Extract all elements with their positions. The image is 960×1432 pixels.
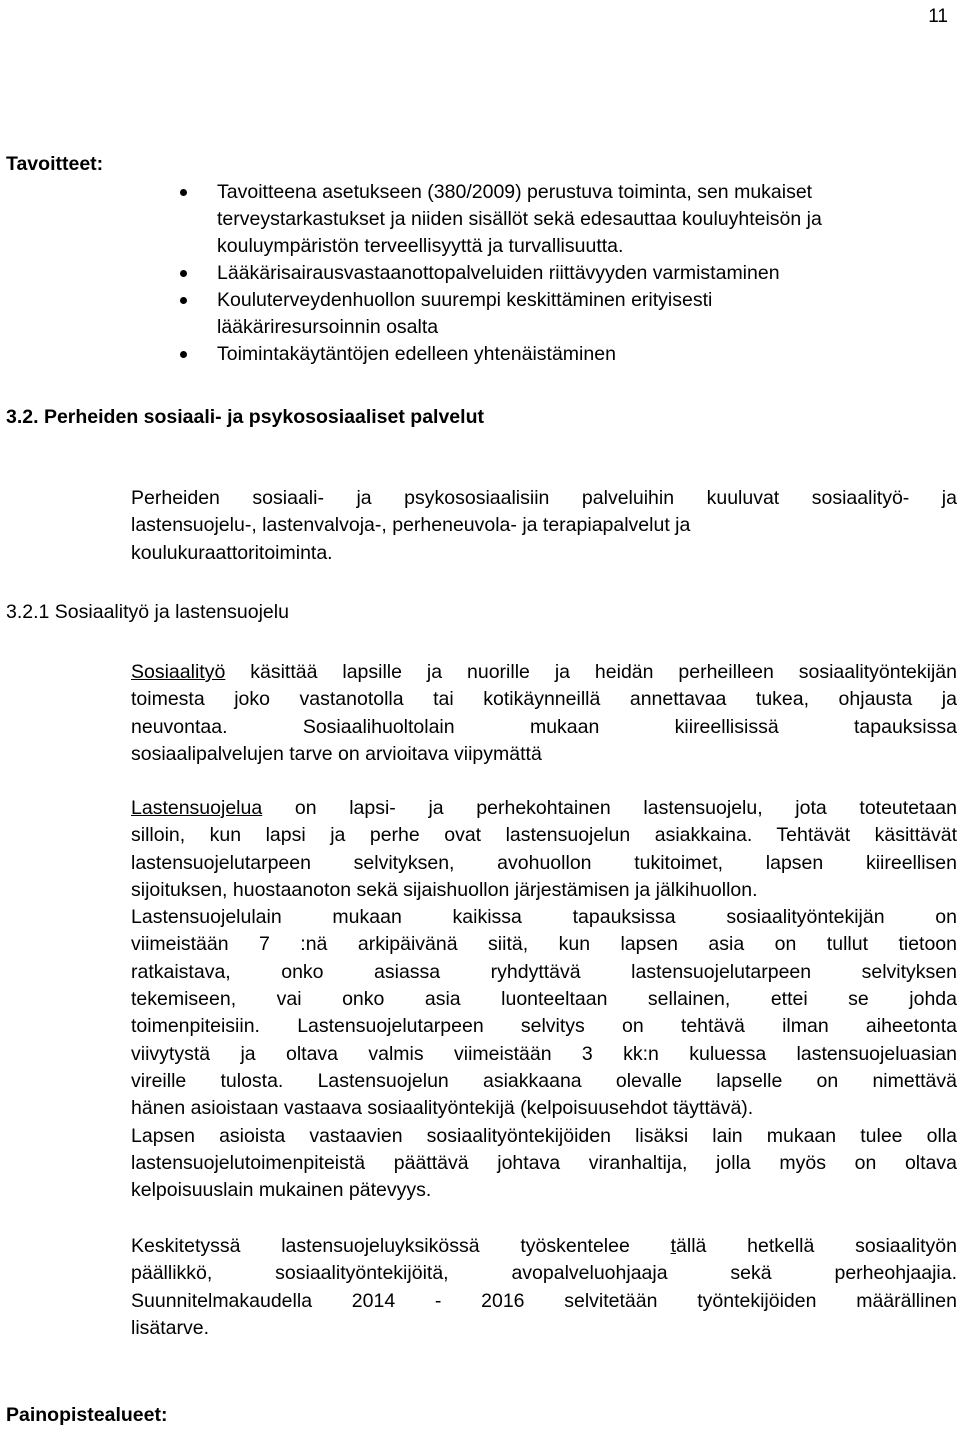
page-number: 11 <box>928 6 948 27</box>
paragraph-line: viimeistään 7 :nä arkipäivänä siitä, kun lapsen asia on tullut tietoon <box>131 933 957 956</box>
centralized-unit-paragraph <box>131 1233 957 1342</box>
paragraph-line <box>131 659 957 686</box>
child-protection-paragraph <box>131 795 957 1204</box>
paragraph-line: toimenpiteisiin. Lastensuojelutarpeen selvitys on tehtävä ilman aiheetonta <box>131 1015 957 1038</box>
bullet-item <box>180 287 960 341</box>
bullet-line: terveystarkastukset ja niiden sisällöt sekä edesauttaa kouluyhteisön ja <box>217 208 822 230</box>
paragraph-line: sijoituksen, huostaanoton sekä sijaishuollon järjestämisen ja jälkihuollon. <box>131 878 758 901</box>
centralized-line1-before: Keskitetyssä lastensuojeluyksikössä työskentelee <box>131 1235 671 1257</box>
paragraph-line: kelpoisuuslain mukainen pätevyys. <box>131 1179 432 1202</box>
bullet-dot-icon <box>180 351 187 358</box>
section-3-2-intro <box>131 485 957 567</box>
social-work-line1-text: käsittää lapsille ja nuorille ja heidän perheilleen sosiaalityöntekijän <box>225 661 957 683</box>
centralized-line1-after: ällä hetkellä sosiaalityön <box>676 1235 957 1257</box>
paragraph-line: lastensuojelutoimenpiteistä päättävä johtava viranhaltija, jolla myös on oltava <box>131 1151 957 1174</box>
bullet-line: kouluympäristön terveellisyyttä ja turvallisuutta. <box>217 235 624 257</box>
bullet-dot-icon <box>180 297 187 304</box>
bullet-item <box>180 341 960 368</box>
paragraph-line: koulukuraattoritoiminta. <box>131 541 333 564</box>
bullet-line: Kouluterveydenhuollon suurempi keskittäminen erityisesti <box>217 289 713 311</box>
section-3-2-1-heading: 3.2.1 Sosiaalityö ja lastensuojelu <box>6 601 289 623</box>
paragraph-line: silloin, kun lapsi ja perhe ovat lastensuojelun asiakkaina. Tehtävät käsittävät <box>131 824 957 847</box>
focus-areas-heading: Painopistealueet: <box>6 1404 168 1426</box>
paragraph-line: päällikkö, sosiaalityöntekijöitä, avopalveluohjaaja sekä perheohjaajia. <box>131 1262 957 1285</box>
section-3-2-heading: 3.2. Perheiden sosiaali- ja psykososiaaliset palvelut <box>6 406 484 428</box>
paragraph-line: tekemiseen, vai onko asia luonteeltaan sellainen, ettei se johda <box>131 988 957 1011</box>
bullet-item <box>180 179 960 260</box>
bullet-line: Lääkärisairausvastaanottopalveluiden riittävyyden varmistaminen <box>217 262 780 284</box>
child-protection-line1-text: on lapsi- ja perhekohtainen lastensuojelu, jota toteutetaan <box>262 797 957 819</box>
bullet-line: Toimintakäytäntöjen edelleen yhtenäistäminen <box>217 343 616 365</box>
bullet-line: lääkäriresursoinnin osalta <box>217 316 439 338</box>
paragraph-line: hänen asioistaan vastaava sosiaalityöntekijä (kelpoisuusehdot täyttävä). <box>131 1097 754 1120</box>
paragraph-line <box>131 795 957 822</box>
social-work-term: Sosiaalityö <box>131 661 226 683</box>
paragraph-line: Suunnitelmakaudella 2014 - 2016 selvitetään työntekijöiden määrällinen <box>131 1289 957 1312</box>
social-work-paragraph <box>131 659 957 768</box>
paragraph-line: lastensuojelutarpeen selvityksen, avohuollon tukitoimet, lapsen kiireellisen <box>131 851 957 874</box>
paragraph-line: vireille tulosta. Lastensuojelun asiakkaana olevalle lapselle on nimettävä <box>131 1069 957 1092</box>
goals-heading: Tavoitteet: <box>6 153 104 175</box>
paragraph-line: Perheiden sosiaali- ja psykososiaalisiin palveluihin kuuluvat sosiaalityö- ja <box>131 487 957 509</box>
paragraph-line: lastensuojelu-, lastenvalvoja-, perheneuvola- ja terapiapalvelut ja <box>131 514 691 537</box>
paragraph-line: ratkaistava, onko asiassa ryhdyttävä lastensuojelutarpeen selvityksen <box>131 960 957 983</box>
paragraph-line: Lastensuojelulain mukaan kaikissa tapauksissa sosiaalityöntekijän on <box>131 906 957 929</box>
paragraph-line: lisätarve. <box>131 1316 210 1339</box>
paragraph-line: neuvontaa. Sosiaalihuoltolain mukaan kiireellisissä tapauksissa <box>131 715 957 738</box>
paragraph-line: sosiaalipalvelujen tarve on arvioitava viipymättä <box>131 742 542 765</box>
paragraph-line: viivytystä ja oltava valmis viimeistään 3 kk:n kuluessa lastensuojeluasian <box>131 1042 957 1065</box>
paragraph-line: toimesta joko vastanotolla tai kotikäynneillä annettavaa tukea, ohjausta ja <box>131 688 957 711</box>
centralized-line1-underlined: t <box>670 1235 677 1257</box>
goals-bullet-list <box>180 179 960 368</box>
bullet-item <box>180 260 960 287</box>
paragraph-line: Lapsen asioista vastaavien sosiaalityöntekijöiden lisäksi lain mukaan tulee olla <box>131 1124 957 1147</box>
bullet-dot-icon <box>180 189 187 196</box>
bullet-line: Tavoitteena asetukseen (380/2009) perustuva toiminta, sen mukaiset <box>217 181 813 203</box>
bullet-dot-icon <box>180 270 187 277</box>
paragraph-line <box>131 1233 957 1260</box>
child-protection-term: Lastensuojelua <box>131 797 263 819</box>
